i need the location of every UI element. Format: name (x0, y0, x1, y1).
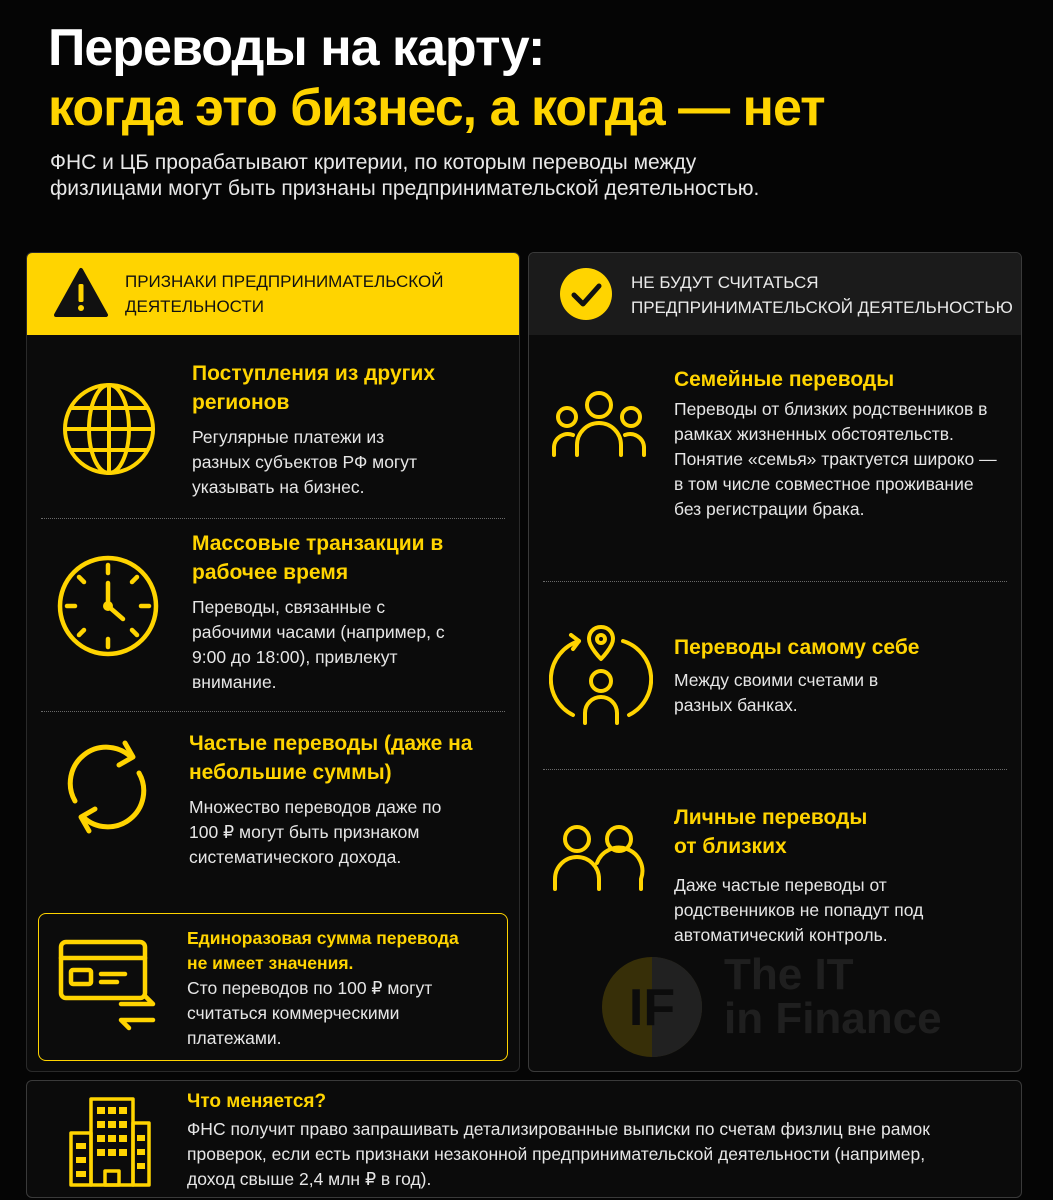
not-business-heading: НЕ БУДУТ СЧИТАТЬСЯ ПРЕДПРИНИМАТЕЛЬСКОЙ ДЕЯТЕЛЬНОСТЬЮ (631, 273, 1013, 317)
item-title: Переводы самому себе (674, 636, 920, 659)
self-transfer-icon (549, 619, 653, 729)
item-desc: Регулярные платежи из разных субъектов РФ могут указывать на бизнес. (192, 427, 418, 497)
list-item-family (674, 365, 1004, 522)
item-desc: Между своими счетами в разных банках. (674, 670, 879, 715)
business-signs-heading: ПРИЗНАКИ ПРЕДПРИНИМАТЕЛЬСКОЙ ДЕЯТЕЛЬНОСТИ (125, 272, 444, 316)
page-title-line2: когда это бизнес, а когда — нет (48, 79, 825, 137)
list-item-self (674, 633, 1004, 718)
business-signs-header (27, 253, 519, 335)
watermark (600, 950, 942, 1064)
divider (41, 711, 505, 712)
watermark-line1: The IT (724, 950, 854, 999)
what-changes-title: Что меняется? (187, 1091, 327, 1112)
refresh-icon (55, 735, 159, 839)
intro-text: ФНС и ЦБ прорабатывают критерии, по которым переводы между физлицами могут быть признаны предпринимательской деятельностью. (50, 151, 760, 200)
card-text (187, 926, 487, 1051)
item-title: Массовые транзакции в рабочее время (192, 532, 444, 584)
item-title: Поступления из других регионов (192, 362, 435, 414)
item-title: Личные переводы от близких (674, 806, 868, 858)
page-title-line1: Переводы на карту: (48, 19, 545, 77)
not-business-header (529, 253, 1021, 335)
divider (543, 581, 1007, 582)
card-title: Единоразовая сумма перевода не имеет значения. (187, 928, 459, 973)
not-business-panel (528, 252, 1022, 1072)
card-transfer-icon (57, 936, 161, 1034)
list-item-regions (192, 359, 502, 500)
people-icon (551, 823, 645, 893)
check-icon (559, 267, 613, 321)
list-item-frequent (189, 729, 509, 870)
warning-icon (53, 267, 109, 319)
item-desc: Переводы, связанные с рабочими часами (например, с 9:00 до 18:00), привлекут внимание. (192, 597, 445, 692)
what-changes-desc: ФНС получит право запрашивать детализированные выписки по счетам физлиц вне рамок проверок, если есть признаки незаконной предпринимательской деятельности (например, доход свыше 2,4 млн ₽ в год). (187, 1119, 930, 1189)
watermark-logo-icon (600, 955, 704, 1059)
what-changes-panel (26, 1080, 1022, 1198)
clock-icon (55, 553, 161, 659)
watermark-logo-letters: IF (628, 979, 676, 1037)
divider (41, 518, 505, 519)
list-item-working-hours (192, 529, 502, 695)
watermark-line2: in Finance (724, 994, 942, 1043)
item-desc: Множество переводов даже по 100 ₽ могут быть признаком систематического дохода. (189, 797, 442, 867)
divider (543, 769, 1007, 770)
watermark-text (724, 950, 942, 1043)
card-desc: Сто переводов по 100 ₽ могут считаться коммерческими платежами. (187, 978, 433, 1048)
single-amount-note (38, 913, 508, 1061)
item-desc: Переводы от близких родственников в рамках жизненных обстоятельств. Понятие «семья» трактуется широко — в том числе совместное проживание без регистрации брака. (674, 399, 997, 519)
item-title: Семейные переводы (674, 368, 895, 391)
globe-icon (61, 381, 157, 477)
item-desc: Даже частые переводы от родственников не попадут под автоматический контроль. (674, 875, 924, 945)
item-title: Частые переводы (даже на небольшие суммы) (189, 732, 473, 784)
list-item-close-people (674, 803, 1004, 948)
family-icon (551, 389, 647, 461)
building-icon (65, 1093, 155, 1189)
what-changes-text (187, 1089, 947, 1192)
